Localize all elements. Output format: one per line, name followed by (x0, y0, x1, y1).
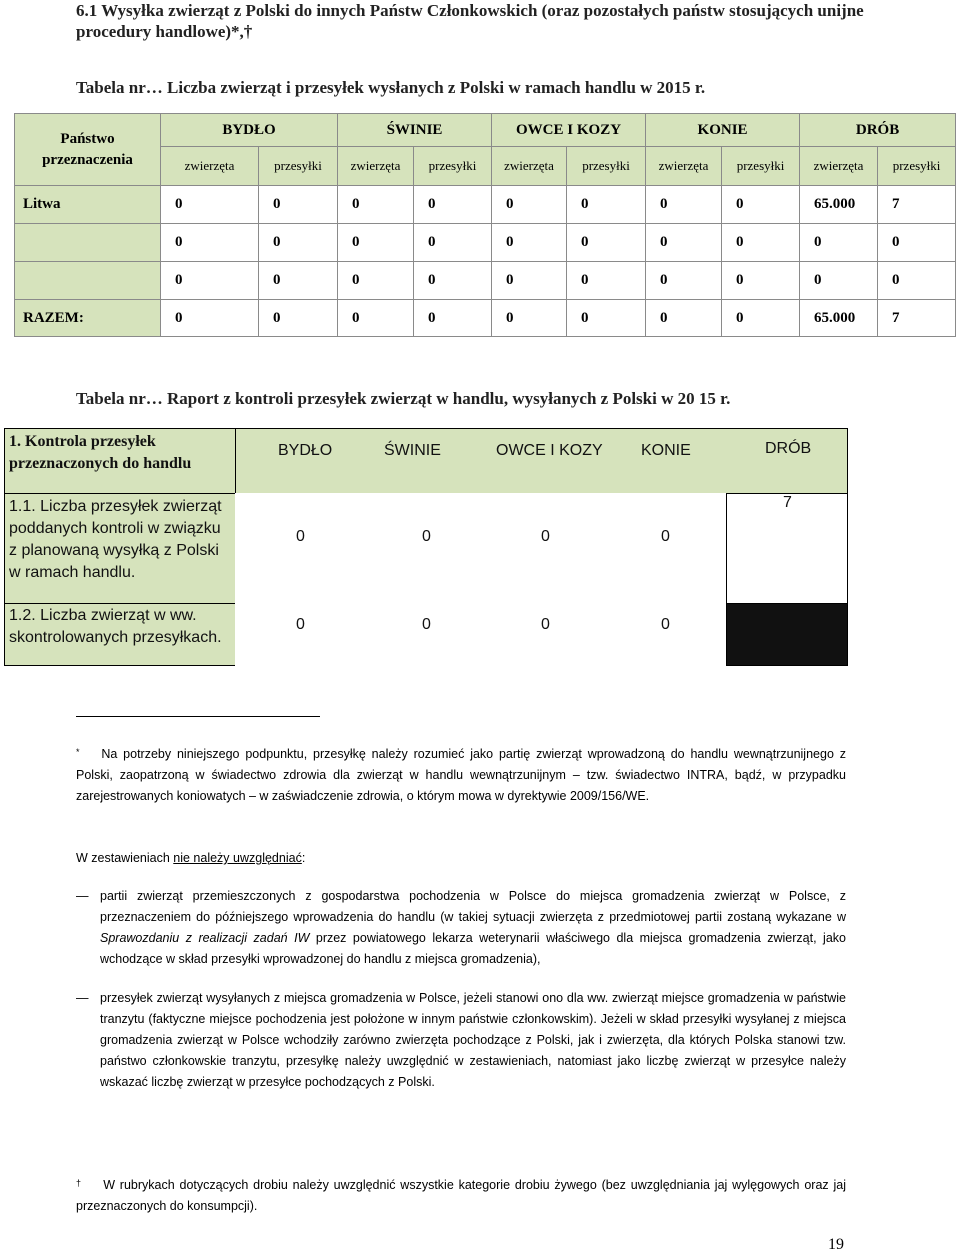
table-cell: 0 (722, 262, 800, 300)
intro-text: W zestawieniach (76, 851, 174, 865)
table-cell: 0 (259, 224, 338, 262)
footnote-mark: * (76, 747, 80, 757)
table-cell: 0 (567, 300, 646, 337)
table2-row1-label: 1.1. Liczba przesyłek zwierząt poddanych kontroli w związku z planowaną wysyłką z Polski w ramach handlu. (9, 498, 222, 581)
table1-subheader: zwierzęta (161, 147, 259, 186)
table-cell: 0 (259, 262, 338, 300)
intro-underlined: nie należy uwzględniać (173, 851, 302, 865)
table2-row1-label-cell (4, 493, 236, 604)
exclusion-item-2 (76, 988, 846, 1093)
table1-corner-header: Państwo przeznaczenia (15, 114, 161, 186)
table-cell: 0 (722, 186, 800, 224)
exclusion-item-1 (76, 886, 846, 970)
table1-subheader: zwierzęta (646, 147, 722, 186)
table-cell: 0 (414, 300, 492, 337)
table1-subheader: zwierzęta (800, 147, 878, 186)
item-text: partii zwierząt przemieszczonych z gospodarstwa pochodzenia w Polsce do miejsca gromadzenia zwierząt w Polsce, z przeznaczeniem do późniejszego wprowadzenia do handlu (w takiej sytuacji zwierzęta z przedmiotowej partii zostaną wykazane w (100, 889, 846, 924)
control-report-table (4, 428, 848, 666)
item-italic: Sprawozdaniu z realizacji zadań IW (100, 931, 310, 945)
intro-suffix: : (301, 851, 306, 865)
row-label: Litwa (15, 186, 161, 224)
table2-row2-label: 1.2. Liczba zwierząt w ww. skontrolowanych przesyłkach. (9, 607, 222, 646)
table-cell: 0 (259, 300, 338, 337)
footnote-2 (76, 1175, 846, 1217)
table-cell: 0 (722, 300, 800, 337)
item-text: przesyłek zwierząt wysyłanych z miejsca gromadzenia w Polsce, jeżeli stanowi ono dla ww. zwierząt miejsce gromadzenia w państwie tranzytu (faktyczne miejsce pochodzenia jest położone w innym państwie członkowskim). Jeżeli w skład przesyłki wysyłanej z miejsca gromadzenia zwierząt w Polsce wchodziły zarówno zwierzęta pochodzące z Polski, jak i zwierzęta, dla których Polska stanowi tzw. państwo członkowskie tranzytu, przesyłkę należy uwzględnić w zestawieniach, natomiast jako liczbę zwierząt w przesyłce należy wskazać liczbę zwierząt w przesyłce pochodzących z Polski. (100, 991, 846, 1089)
footnote-text: W rubrykach dotyczących drobiu należy uwzględnić wszystkie kategorie drobiu żywego (bez uwzględniania jaj wylęgowych oraz jaj przeznaczonych do konsumpcji). (76, 1178, 846, 1213)
table-row (15, 186, 956, 224)
table-cell: 0 (161, 224, 259, 262)
row-label: RAZEM: (15, 300, 161, 337)
table-row (15, 224, 956, 262)
table-cell: 0 (492, 300, 567, 337)
table-cell: 0 (492, 186, 567, 224)
table-cell: 0 (338, 186, 414, 224)
table2-corner-cell (4, 428, 236, 494)
table-cell: 0 (259, 186, 338, 224)
footnote-text: Na potrzeby niniejszego podpunktu, przesyłkę należy rozumieć jako partię zwierząt wprowadzoną do handlu wewnątrzunijnego z Polski, zaopatrzoną w świadectwo zdrowia dla zwierząt w handlu wewnątrzunijnym – tzw. świadectwo INTRA, bądź, w przypadku zarejestrowanych koniowatych – w zaświadczenie zdrowia, o którym mowa w dyrektywie 2009/156/WE. (76, 747, 846, 803)
table2-value: 0 (422, 616, 431, 633)
table2-header: OWCE I KOZY (496, 442, 603, 459)
table-cell: 0 (878, 224, 956, 262)
table-cell: 0 (492, 224, 567, 262)
table2-blacked-cell (726, 603, 848, 666)
table1-subheader: zwierzęta (492, 147, 567, 186)
table-cell: 0 (161, 300, 259, 337)
table2-value: 0 (296, 616, 305, 633)
table2-caption: Tabela nr… Raport z kontroli przesyłek zwierząt w handlu, wysyłanych z Polski w 20 15 r. (76, 389, 731, 408)
table2-value: 0 (296, 528, 305, 545)
table2-corner-header: 1. Kontrola przesyłek przeznaczonych do handlu (9, 433, 192, 472)
section-heading: 6.1 Wysyłka zwierząt z Polski do innych Państw Członkowskich (oraz pozostałych państw stosujących unijne procedury handlowe)*,† (76, 1, 864, 41)
table1-subheader: przesyłki (878, 147, 956, 186)
item-text: przez powiatowego lekarza weterynarii właściwego dla miejsca gromadzenia zwierząt, jako wchodzące w skład przesyłki wprowadzonej do handlu z miejsca gromadzenia), (100, 931, 846, 966)
table2-value: 0 (661, 528, 670, 545)
dash-bullet: — (76, 991, 89, 1005)
table1-group-header: OWCE I KOZY (492, 114, 646, 147)
table-row (15, 262, 956, 300)
table2-value: 0 (422, 528, 431, 545)
table-cell: 0 (722, 224, 800, 262)
exclusions-intro (76, 848, 846, 869)
table-cell: 0 (414, 262, 492, 300)
footnote-separator (76, 716, 320, 717)
table2-value: 0 (541, 528, 550, 545)
table1-subheader: przesyłki (722, 147, 800, 186)
table-cell: 0 (646, 186, 722, 224)
table2-body (235, 493, 727, 666)
table-cell: 0 (414, 224, 492, 262)
table2-header-row (235, 428, 848, 494)
dash-bullet: — (76, 889, 89, 903)
table2-value: 0 (661, 616, 670, 633)
table-row-total (15, 300, 956, 337)
footnote-1 (76, 744, 846, 807)
table-cell: 0 (646, 300, 722, 337)
page-number: 19 (828, 1236, 844, 1253)
table-cell: 7 (878, 300, 956, 337)
table-cell: 0 (414, 186, 492, 224)
table-cell: 0 (161, 186, 259, 224)
table-cell: 0 (338, 262, 414, 300)
table2-header: DRÓB (765, 440, 812, 457)
table-cell: 0 (338, 224, 414, 262)
table1-group-header: ŚWINIE (338, 114, 492, 147)
table-cell: 0 (800, 224, 878, 262)
table-cell: 7 (878, 186, 956, 224)
row-label (15, 262, 161, 300)
table1-group-header: BYDŁO (161, 114, 338, 147)
table-cell: 0 (800, 262, 878, 300)
table1-subheader: przesyłki (567, 147, 646, 186)
table2-header: BYDŁO (278, 442, 333, 459)
table-cell: 0 (567, 186, 646, 224)
footnote-mark: † (76, 1178, 83, 1188)
table1-subheader: przesyłki (414, 147, 492, 186)
table2-header: KONIE (641, 442, 691, 459)
table-cell: 0 (646, 224, 722, 262)
table-cell: 65.000 (800, 186, 878, 224)
table1-caption: Tabela nr… Liczba zwierząt i przesyłek wysłanych z Polski w ramach handlu w 2015 r. (76, 78, 706, 97)
table1-group-header: DRÓB (800, 114, 956, 147)
row-label (15, 224, 161, 262)
table2-value: 7 (783, 494, 792, 511)
table1-subheader: przesyłki (259, 147, 338, 186)
shipments-table (14, 113, 956, 337)
table1-subheader: zwierzęta (338, 147, 414, 186)
table-cell: 0 (161, 262, 259, 300)
table-cell: 0 (338, 300, 414, 337)
table-cell: 0 (567, 262, 646, 300)
table2-header: ŚWINIE (384, 442, 441, 459)
table-cell: 0 (492, 262, 567, 300)
table-cell: 65.000 (800, 300, 878, 337)
table2-value: 0 (541, 616, 550, 633)
table-cell: 0 (567, 224, 646, 262)
table-cell: 0 (646, 262, 722, 300)
table2-row2-label-cell (4, 603, 236, 666)
table-cell: 0 (878, 262, 956, 300)
table1-group-header: KONIE (646, 114, 800, 147)
